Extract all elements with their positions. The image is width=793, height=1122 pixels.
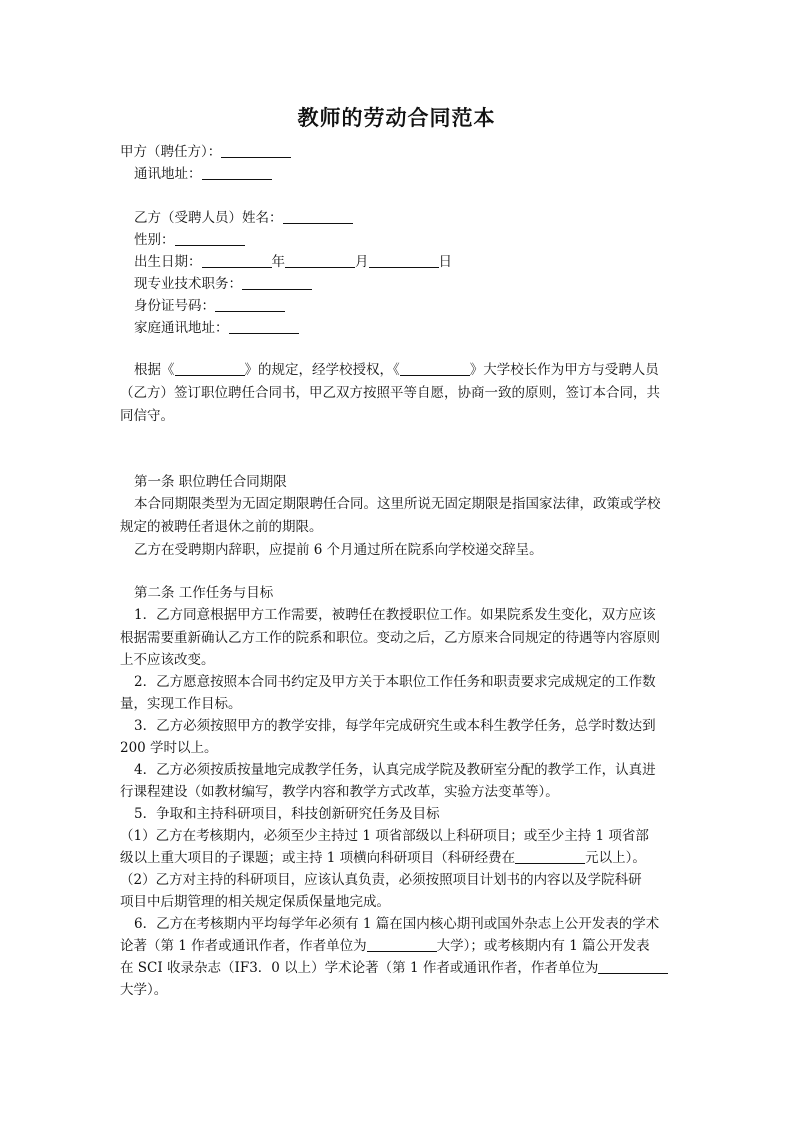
party-b-birth-line [134,252,452,272]
birth-day-unit: 日 [438,254,452,270]
university-blank [400,361,470,376]
sub-item-2-line-1: （2）乙方对主持的科研项目，应该认真负责，必须按照项目计划书的内容以及学院科研 [120,872,642,888]
item-1-line-1: 1．乙方同意根据甲方工作需要，被聘任在教授职位工作。如果院系发生变化，双方应该 [134,607,656,623]
party-b-gender-label: 性别： [134,232,175,248]
preamble-text: 》大学校长作为甲方与受聘人员 [469,362,659,378]
item-1-line-3: 上不应该改变。 [120,652,215,668]
item-4-line-2: 行课程建设（如教材编写，教学内容和教学方式改革，实验方法变革等）。 [120,784,559,800]
item-6-line-1: 6．乙方在考核期内平均每学年必须有 1 篇在国内核心期刊或国外杂志上公开发表的学术 [134,916,660,932]
party-b-home-line [134,318,299,338]
item-5-line: 5．争取和主持科研项目，科技创新研究任务及目标 [134,806,440,822]
regulation-blank [175,361,245,376]
party-a-blank [221,143,291,158]
item-2-line-1: 2．乙方愿意按照本合同书约定及甲方关于本职位工作任务和职责要求完成规定的工作数 [134,674,656,690]
article-1-p2: 乙方在受聘期内辞职，应提前 6 个月通过所在院系向学校递交辞呈。 [134,542,543,558]
birth-month-unit: 月 [355,254,369,270]
item-6-line-2 [120,936,650,956]
funding-blank [515,849,585,864]
preamble-line-3: 同信守。 [120,408,174,424]
party-b-name-blank [283,209,353,224]
party-b-title-label: 现专业技术职务： [134,276,242,292]
article-1-p1-line-1: 本合同期限类型为无固定期限聘任合同。这里所说无固定期限是指国家法律，政策或学校 [134,496,661,512]
document-title: 教师的劳动合同范本 [297,106,496,130]
party-b-name-line [134,208,353,228]
party-a-address-line [134,164,272,184]
party-b-id-blank [215,297,285,312]
affiliation-blank [367,937,437,952]
article-2-heading: 第二条 工作任务与目标 [134,585,274,601]
affiliation-blank-2 [598,959,668,974]
party-b-home-blank [229,319,299,334]
item-4-line-1: 4．乙方必须按质按量地完成教学任务，认真完成学院及教研室分配的教学工作，认真进 [134,762,656,778]
party-b-title-blank [242,275,312,290]
preamble-text: 》的规定，经学校授权，《 [244,362,400,378]
item-6-text: 在 SCI 收录杂志（IF3．0 以上）学术论著（第 1 作者或通讯作者，作者单位为 [120,960,599,976]
item-1-line-2: 根据需要重新确认乙方工作的院系和职位。变动之后，乙方原来合同规定的待遇等内容原则 [120,630,660,646]
party-b-id-label: 身份证号码： [134,298,215,314]
item-6-text: 大学）；或考核期内有 1 篇公开发表 [436,938,650,954]
party-b-gender-line [134,230,245,250]
birth-year-blank [202,253,272,268]
party-b-birth-label: 出生日期： [134,254,202,270]
item-3-line-2: 200 学时以上。 [120,740,218,756]
item-3-line-1: 3．乙方必须按照甲方的教学安排，每学年完成研究生或本科生教学任务，总学时数达到 [134,718,656,734]
party-a-address-label: 通讯地址： [134,166,202,182]
sub-item-text: 元以上）。 [585,850,646,866]
preamble-line-1 [134,360,659,380]
item-6-text: 论著（第 1 作者或通讯作者，作者单位为 [120,938,367,954]
birth-month-blank [285,253,355,268]
sub-item-1-line-2 [120,848,646,868]
party-b-gender-blank [175,231,245,246]
sub-item-1-line-1: （1）乙方在考核期内，必须至少主持过 1 项省部级以上科研项目；或至少主持 1 项省部 [120,828,649,844]
preamble-text: 根据《 [134,362,175,378]
party-b-home-label: 家庭通讯地址： [134,320,229,336]
party-b-name-label: 乙方（受聘人员）姓名： [134,210,283,226]
party-a-address-blank [202,165,272,180]
preamble-line-2: （乙方）签订职位聘任合同书，甲乙双方按照平等自愿，协商一致的原则，签订本合同，共 [120,385,660,401]
item-6-line-4: 大学）。 [120,982,168,998]
party-b-title-line [134,274,312,294]
item-6-line-3 [120,958,668,978]
birth-day-blank [369,253,439,268]
article-1-p1-line-2: 规定的被聘任者退休之前的期限。 [120,519,323,535]
birth-year-unit: 年 [271,254,285,270]
item-2-line-2: 量，实现工作目标。 [120,696,242,712]
sub-item-2-line-2: 项目中后期管理的相关规定保质保量地完成。 [120,894,390,910]
sub-item-text: 级以上重大项目的子课题；或主持 1 项横向科研项目（科研经费在 [120,850,516,866]
article-1-heading: 第一条 职位聘任合同期限 [134,474,287,490]
party-b-id-line [134,296,285,316]
party-a-label: 甲方（聘任方）： [120,144,222,160]
party-a-line [120,142,291,162]
